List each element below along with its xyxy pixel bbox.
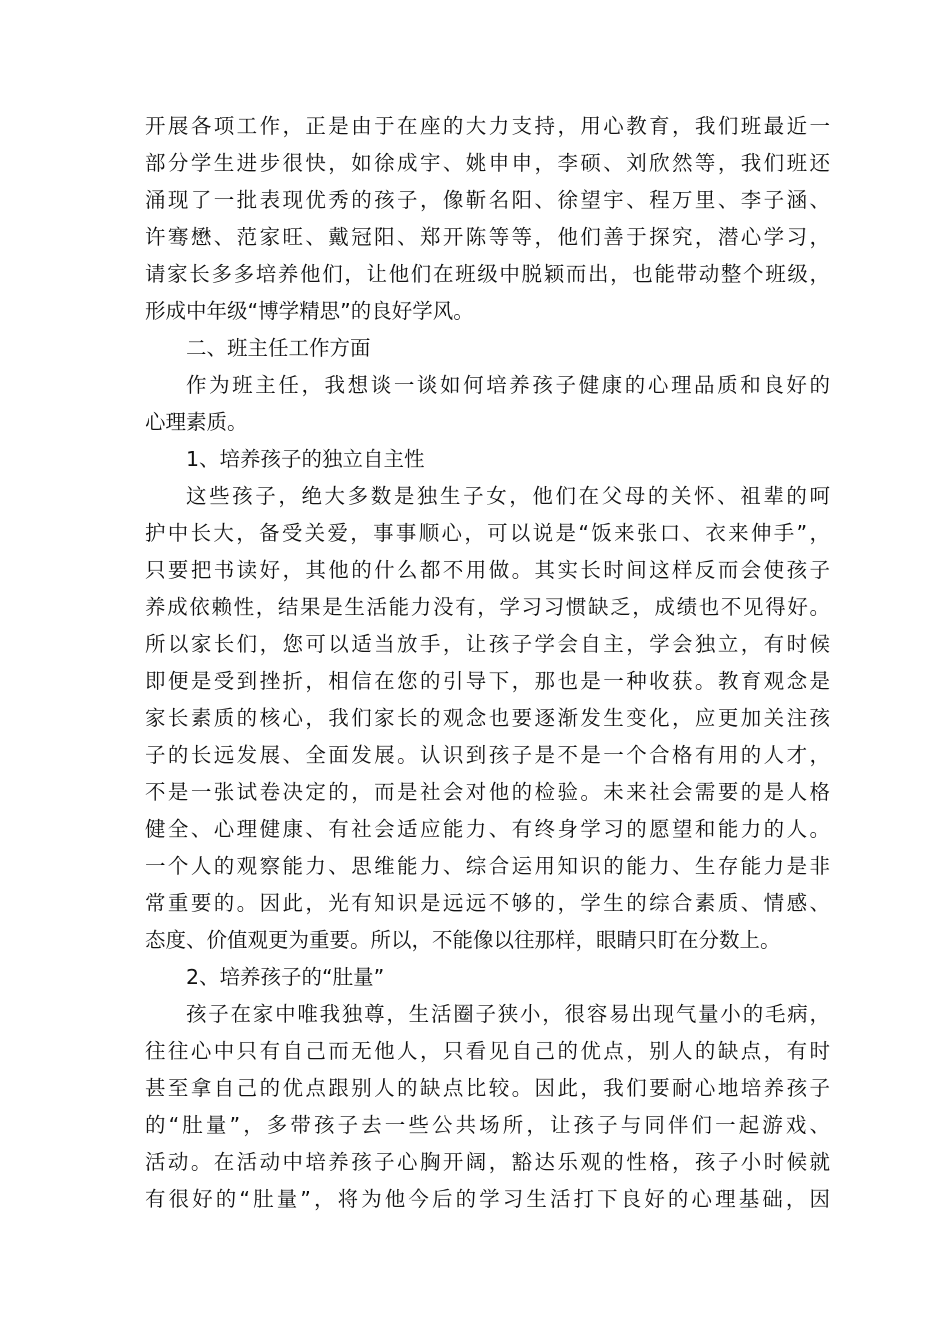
text-line: 形成中年级“博学精思”的良好学风。 bbox=[145, 299, 474, 323]
text-line: 所以家长们，您可以适当放手，让孩子学会自主，学会独立，有时候 bbox=[145, 632, 830, 656]
subheading-2 bbox=[145, 959, 830, 996]
text-line: 一个人的观察能力、思维能力、综合运用知识的能力、生存能力是非 bbox=[145, 854, 830, 878]
text-line: 子的长远发展、全面发展。认识到孩子是不是一个合格有用的人才， bbox=[145, 743, 830, 767]
subheading-text: 1、培养孩子的独立自主性 bbox=[186, 447, 425, 471]
text-line: 作为班主任，我想谈一谈如何培养孩子健康的心理品质和良好的 bbox=[186, 373, 830, 397]
text-line: 涌现了一批表现优秀的孩子，像靳名阳、徐望宇、程万里、李子涵、 bbox=[145, 188, 830, 212]
text-line: 的“肚量”，多带孩子去一些公共场所，让孩子与同伴们一起游戏、 bbox=[145, 1113, 830, 1137]
text-line: 家长素质的核心，我们家长的观念也要逐渐发生变化，应更加关注孩 bbox=[145, 706, 830, 730]
paragraph-2 bbox=[145, 367, 830, 441]
text-line: 开展各项工作，正是由于在座的大力支持，用心教育，我们班最近一 bbox=[145, 114, 830, 138]
text-line: 即便是受到挫折，相信在您的引导下，那也是一种收获。教育观念是 bbox=[145, 669, 830, 693]
text-line: 只要把书读好，其他的什么都不用做。其实长时间这样反而会使孩子 bbox=[145, 558, 830, 582]
text-line: 部分学生进步很快，如徐成宇、姚申申，李硕、刘欣然等，我们班还 bbox=[145, 151, 830, 175]
text-line: 活动。在活动中培养孩子心胸开阔，豁达乐观的性格，孩子小时候就 bbox=[145, 1150, 830, 1174]
subheading-text: 2、培养孩子的“肚量” bbox=[186, 965, 385, 989]
subheading-1 bbox=[145, 441, 830, 478]
text-line: 常重要的。因此，光有知识是远远不够的，学生的综合素质、情感、 bbox=[145, 891, 830, 915]
text-line: 不是一张试卷决定的，而是社会对他的检验。未来社会需要的是人格 bbox=[145, 780, 830, 804]
text-line: 心理素质。 bbox=[145, 410, 248, 434]
text-line: 健全、心理健康、有社会适应能力、有终身学习的愿望和能力的人。 bbox=[145, 817, 830, 841]
paragraph-3 bbox=[145, 478, 830, 959]
section-heading bbox=[145, 330, 830, 367]
paragraph-1 bbox=[145, 108, 830, 330]
text-line: 许骞懋、范家旺、戴冠阳、郑开陈等等，他们善于探究，潜心学习， bbox=[145, 225, 830, 249]
text-line: 护中长大，备受关爱，事事顺心，可以说是“饭来张口、衣来伸手”， bbox=[145, 521, 830, 545]
body-text bbox=[145, 108, 830, 1218]
text-line: 孩子在家中唯我独尊，生活圈子狭小，很容易出现气量小的毛病， bbox=[186, 1002, 830, 1026]
text-line: 这些孩子，绝大多数是独生子女，他们在父母的关怀、祖辈的呵 bbox=[186, 484, 830, 508]
text-line: 有很好的“肚量”，将为他今后的学习生活打下良好的心理基础，因 bbox=[145, 1187, 830, 1211]
text-line: 态度、价值观更为重要。所以，不能像以往那样，眼睛只盯在分数上。 bbox=[145, 928, 781, 952]
heading-text: 二、班主任工作方面 bbox=[186, 336, 371, 360]
paragraph-4 bbox=[145, 996, 830, 1218]
text-line: 请家长多多培养他们，让他们在班级中脱颖而出，也能带动整个班级， bbox=[145, 262, 830, 286]
text-line: 往往心中只有自己而无他人，只看见自己的优点，别人的缺点，有时 bbox=[145, 1039, 830, 1063]
text-line: 甚至拿自己的优点跟别人的缺点比较。因此，我们要耐心地培养孩子 bbox=[145, 1076, 830, 1100]
text-line: 养成依赖性，结果是生活能力没有，学习习惯缺乏，成绩也不见得好。 bbox=[145, 595, 830, 619]
